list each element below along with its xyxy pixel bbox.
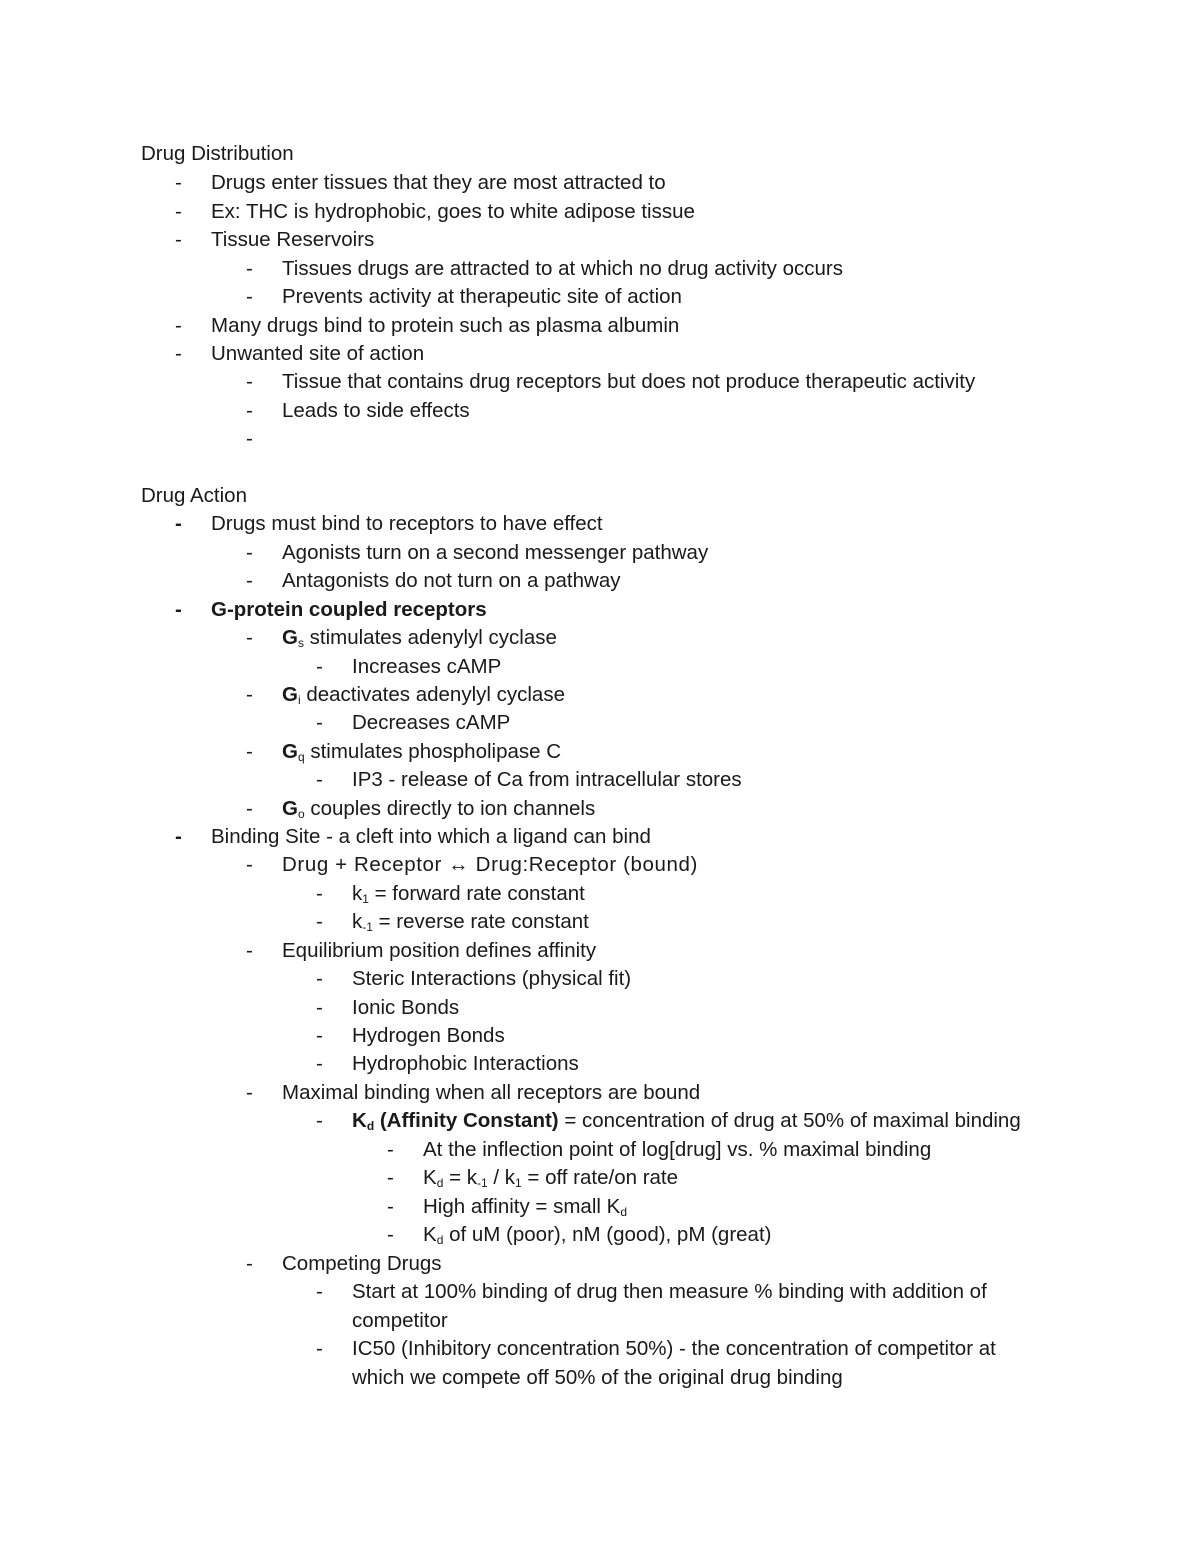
bullet-dash: - [246, 399, 253, 422]
item-text: = forward rate constant [368, 882, 585, 905]
bullet-dash: - [246, 853, 253, 876]
list-item: Unwanted site of action [211, 342, 425, 365]
kd-letter: K [423, 1223, 437, 1246]
list-item: Tissue that contains drug receptors but does not produce therapeutic activity [282, 370, 976, 393]
kd-letter: K [423, 1166, 437, 1189]
bullet-dash: - [246, 797, 253, 820]
item-text: couples directly to ion channels [304, 797, 596, 820]
list-item: Decreases cAMP [352, 711, 511, 734]
bullet-dash: - [175, 171, 182, 194]
list-item-gi [282, 683, 565, 707]
bullet-dash: - [175, 825, 182, 848]
bullet-dash: - [246, 1081, 253, 1104]
list-item: Maximal binding when all receptors are bound [282, 1081, 701, 1104]
list-item: Hydrogen Bonds [352, 1024, 505, 1047]
g-letter: G [282, 797, 298, 820]
list-item: Drugs enter tissues that they are most attracted to [211, 171, 666, 194]
item-text: of uM (poor), nM (good), pM (great) [443, 1223, 772, 1246]
item-text: = reverse rate constant [372, 910, 589, 933]
section-heading-drug-distribution: Drug Distribution [141, 142, 294, 165]
list-item: Prevents activity at therapeutic site of action [282, 285, 682, 308]
list-item-gs [282, 626, 557, 650]
bullet-dash: - [246, 683, 253, 706]
item-text: = k [443, 1166, 477, 1189]
g-letter: G [282, 683, 298, 706]
item-text: High affinity = small K [423, 1195, 621, 1218]
subscript: d [436, 1176, 444, 1190]
list-item: Drugs must bind to receptors to have effect [211, 512, 603, 535]
bullet-dash: - [316, 967, 323, 990]
list-item: Hydrophobic Interactions [352, 1052, 579, 1075]
list-item-continuation: which we compete off 50% of the original drug binding [352, 1366, 843, 1389]
list-item-continuation: competitor [352, 1309, 448, 1332]
list-item-kd-ratio [423, 1166, 678, 1190]
k-letter: k [352, 882, 363, 905]
bullet-dash: - [246, 569, 253, 592]
bullet-dash: - [246, 939, 253, 962]
bullet-dash: - [387, 1166, 394, 1189]
bullet-dash: - [246, 626, 253, 649]
bullet-dash: - [175, 512, 182, 535]
bullet-dash: - [246, 257, 253, 280]
bullet-dash: - [316, 1280, 323, 1303]
bullet-dash: - [387, 1195, 394, 1218]
bullet-dash: - [316, 768, 323, 791]
subscript: q [297, 750, 305, 764]
gpcr-heading: G-protein coupled receptors [211, 598, 487, 621]
bullet-dash: - [246, 370, 253, 393]
list-item: Many drugs bind to protein such as plasma albumin [211, 314, 680, 337]
binding-equation: Drug + Receptor ↔ Drug:Receptor (bound) [282, 853, 698, 876]
bullet-dash: - [316, 910, 323, 933]
subscript: -1 [362, 920, 373, 934]
bullet-dash: - [175, 342, 182, 365]
list-item: Antagonists do not turn on a pathway [282, 569, 621, 592]
list-item: Tissues drugs are attracted to at which no drug activity occurs [282, 257, 843, 280]
list-item-k-minus-1 [352, 910, 589, 934]
bullet-dash: - [175, 598, 182, 621]
bullet-dash: - [246, 541, 253, 564]
subscript: d [620, 1205, 627, 1219]
list-item-go [282, 797, 595, 821]
subscript: -1 [477, 1176, 488, 1190]
subscript: o [297, 807, 305, 821]
bullet-dash: - [316, 882, 323, 905]
list-item: Competing Drugs [282, 1252, 442, 1275]
subscript: i [297, 693, 301, 707]
item-text: deactivates adenylyl cyclase [300, 683, 565, 706]
bullet-dash: - [246, 1252, 253, 1275]
subscript: s [297, 636, 304, 650]
bullet-dash: - [316, 1052, 323, 1075]
list-item-high-affinity [423, 1195, 627, 1219]
subscript: d [366, 1119, 375, 1133]
bullet-dash: - [175, 200, 182, 223]
bullet-dash: - [316, 655, 323, 678]
list-item: Leads to side effects [282, 399, 470, 422]
item-text: = concentration of drug at 50% of maximal binding [558, 1109, 1021, 1132]
g-letter: G [282, 740, 298, 763]
subscript: d [436, 1233, 444, 1247]
kd-letter: K [352, 1109, 367, 1132]
bullet-dash: - [387, 1223, 394, 1246]
list-item: IP3 - release of Ca from intracellular stores [352, 768, 742, 791]
bullet-dash: - [316, 1024, 323, 1047]
g-letter: G [282, 626, 298, 649]
list-item: Ionic Bonds [352, 996, 460, 1019]
list-item-k1 [352, 882, 585, 906]
list-item: Ex: THC is hydrophobic, goes to white adipose tissue [211, 200, 695, 223]
list-item: Binding Site - a cleft into which a ligand can bind [211, 825, 651, 848]
bullet-dash: - [316, 1337, 323, 1360]
list-item: Start at 100% binding of drug then measure % binding with addition of [352, 1280, 987, 1303]
list-item: Tissue Reservoirs [211, 228, 375, 251]
section-heading-drug-action: Drug Action [141, 484, 247, 507]
bullet-dash: - [316, 1109, 323, 1132]
bullet-dash: - [316, 996, 323, 1019]
bullet-dash: - [246, 427, 253, 450]
bullet-dash: - [175, 314, 182, 337]
item-text: stimulates adenylyl cyclase [303, 626, 557, 649]
bullet-dash: - [175, 228, 182, 251]
item-text: / k [487, 1166, 516, 1189]
item-text: = off rate/on rate [521, 1166, 679, 1189]
subscript: 1 [515, 1176, 522, 1190]
bullet-dash: - [316, 711, 323, 734]
list-item-kd-range [423, 1223, 772, 1247]
affinity-constant-label: (Affinity Constant) [374, 1109, 559, 1132]
list-item: IC50 (Inhibitory concentration 50%) - the concentration of competitor at [352, 1337, 996, 1360]
bullet-dash: - [246, 285, 253, 308]
list-item: Steric Interactions (physical fit) [352, 967, 632, 990]
list-item-gq [282, 740, 561, 764]
bullet-dash: - [246, 740, 253, 763]
k-letter: k [352, 910, 363, 933]
list-item: Agonists turn on a second messenger pathway [282, 541, 709, 564]
list-item: At the inflection point of log[drug] vs. % maximal binding [423, 1138, 932, 1161]
subscript: 1 [362, 892, 369, 906]
list-item: Increases cAMP [352, 655, 502, 678]
bullet-dash: - [387, 1138, 394, 1161]
item-text: stimulates phospholipase C [304, 740, 562, 763]
list-item-kd [352, 1109, 1021, 1133]
list-item: Equilibrium position defines affinity [282, 939, 597, 962]
